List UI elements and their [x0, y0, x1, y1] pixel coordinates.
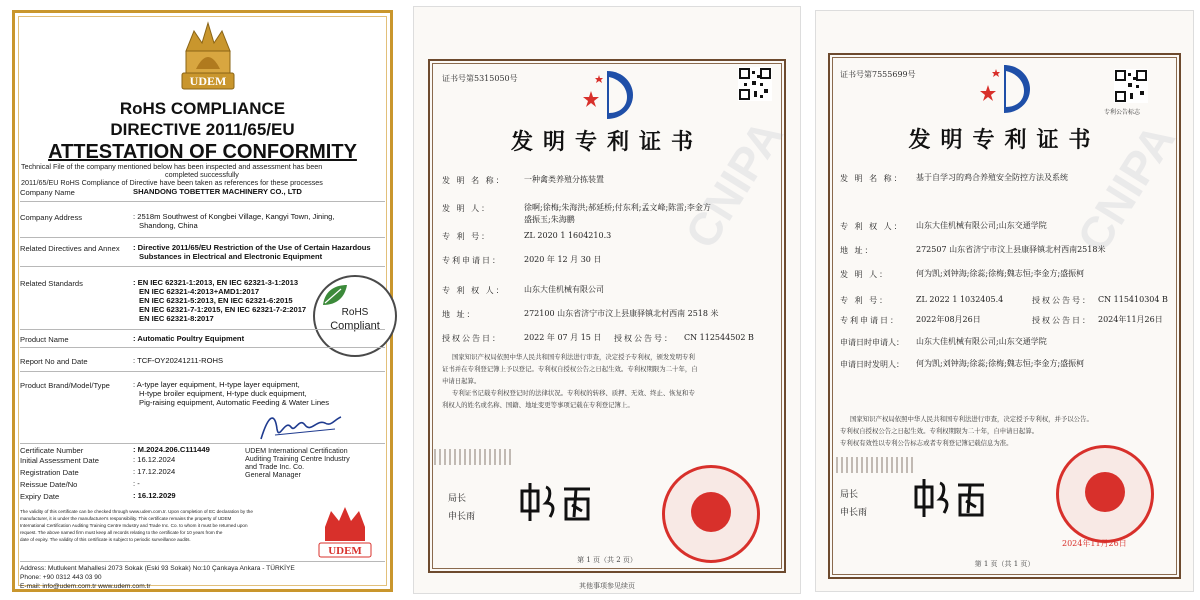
reissue-value: : -: [133, 479, 140, 488]
inventor-at-filing-value: 何为凯;刘钟海;徐蕊;徐梅;魏志恒;李金方;盛振柯: [916, 359, 1085, 368]
intro-line: 2011/65/EU RoHS Compliance of Directive have been taken as references for these processes: [21, 178, 323, 187]
patentee-value: 山东大佳机械有限公司: [524, 285, 604, 294]
patent-notice-mark-label: 专利公告标志: [1104, 109, 1141, 116]
address-label: 地 址：: [840, 246, 875, 255]
certificate-number: 证书号第5315050号: [442, 74, 518, 83]
application-date-value: 2022年08月26日: [916, 315, 981, 324]
divider: [20, 561, 385, 562]
fine-print: date of expiry. The validity of this certificate is subject to periodic surveillance audits.: [20, 537, 191, 542]
divider: [20, 443, 385, 444]
registration-date-label: Registration Date: [20, 468, 79, 477]
grant-number-value: CN 112544502 B: [684, 333, 754, 342]
udem-crown-logo-icon: [180, 17, 236, 93]
inventor-value: 何为凯;刘钟海;徐蕊;徐梅;魏志恒;李金方;盛振柯: [916, 269, 1085, 278]
badge-rohs-text: RoHS: [341, 307, 369, 318]
inventor-at-filing-label: 申请日时发明人：: [840, 360, 904, 369]
director-signature-icon: [516, 477, 596, 525]
page-number: 第 1 页（共 1 页）: [974, 560, 1035, 568]
inventor-value: 盛振玉;朱海鹏: [524, 215, 575, 224]
footer-address: Address: Mutlukent Mahallesi 2073 Sokak (Eski 93 Sokak) No:10 Çankaya Ankara - TÜRKİYE: [20, 565, 295, 572]
divider: [20, 201, 385, 202]
inventor-label: 发 明 人：: [840, 270, 890, 279]
cnipa-emblem-icon: [976, 61, 1034, 115]
rohs-certificate: [12, 10, 393, 592]
certificate-body-text: 专利权自授权公告之日起生效。专利权期限为二十年，自申请日起算。: [840, 427, 1039, 435]
directive-title: DIRECTIVE 2011/65/EU: [110, 120, 295, 139]
applicant-at-filing-value: 山东大佳机械有限公司;山东交通学院: [916, 337, 1047, 346]
director-name: 申长雨: [448, 512, 476, 522]
divider: [20, 329, 385, 330]
certificate-body-text: 专利权有效性以专利公告标志或者专利登记簿记载信息为准。: [840, 439, 1013, 447]
invention-name-value: 一种禽类养殖分拣装置: [524, 175, 604, 184]
patent-number-label: 专 利 号：: [442, 232, 492, 241]
grant-number-label: 授权公告号：: [614, 334, 674, 343]
directives-value: : Directive 2011/65/EU Restriction of the Use of Certain Hazardous: [133, 243, 371, 252]
divider: [20, 371, 385, 372]
company-address-value: : 2518m Southwest of Kongbei Village, Kangyi Town, Jining,: [133, 212, 335, 221]
application-date-label: 专利申请日：: [442, 256, 502, 265]
footer-phone: Phone: +90 0312 443 03 90: [20, 574, 102, 581]
registration-date-value: : 17.12.2024: [133, 467, 176, 476]
company-address-value: Shandong, China: [139, 221, 198, 230]
divider: [20, 347, 385, 348]
application-date-value: 2020 年 12 月 30 日: [524, 255, 602, 264]
footer-email: E-mail: info@udem.com.tr www.udem.com.tr: [20, 583, 151, 590]
divider: [20, 266, 385, 267]
qr-code-icon: [738, 67, 772, 101]
initial-assessment-value: : 16.12.2024: [133, 455, 176, 464]
directives-label: Related Directives and Annex: [20, 244, 120, 253]
director-signature-icon: [910, 473, 990, 521]
brand-value: H-type broiler equipment, H-type duck equipment,: [139, 389, 307, 398]
patent-title: 发明专利证书: [510, 129, 703, 155]
director-name: 申长雨: [840, 508, 868, 518]
standards-value: EN IEC 62321-4:2013+AMD1:2017: [139, 287, 260, 296]
cnipa-red-seal: [1056, 445, 1154, 543]
certificate-body-text: 国家知识产权局依照中华人民共和国专利法进行审查，决定授予专利权，并予以公告。: [850, 415, 1093, 423]
fine-print: International Certification Auditing Training Centre Industry and Trade Inc. Co. to whom it must be returned upon: [20, 523, 248, 528]
certificate-body-text: 利权人的姓名或名称、国籍、地址变更等事项记载在专利登记簿上。: [442, 401, 634, 409]
grant-date-label: 授权公告日：: [1032, 316, 1092, 325]
patent-certificate-2: [815, 10, 1194, 592]
national-emblem-icon: [691, 492, 731, 532]
certificate-number: 证书号第7555699号: [840, 70, 916, 79]
report-label: Report No and Date: [20, 357, 88, 366]
cnipa-emblem-icon: [579, 67, 637, 121]
directives-value: Substances in Electrical and Electronic Equipment: [139, 252, 323, 261]
standards-value: EN IEC 62321-5:2013, EN IEC 62321-6:2015: [139, 296, 293, 305]
issuer-line: Auditing Training Centre Industry: [245, 454, 350, 463]
company-address-label: Company Address: [20, 213, 83, 222]
decorative-hatch: [434, 449, 512, 465]
grant-date-label: 授权公告日：: [442, 334, 502, 343]
reissue-label: Reissue Date/No: [20, 480, 78, 489]
rohs-title: RoHS COMPLIANCE: [119, 99, 286, 118]
certificate-number-label: Certificate Number: [20, 446, 84, 455]
udem-crown-logo-bottom-icon: [315, 505, 375, 559]
certificate-body-text: 专利证书记载专利权登记时的法律状况。专利权的转移、质押、无效、终止、恢复和专: [452, 389, 695, 397]
cnipa-watermark: CNIPA: [674, 110, 793, 258]
intro-line: Technical File of the company mentioned below has been inspected and assessment has been: [21, 162, 323, 171]
issuer-line: and Trade Inc. Co.: [245, 462, 305, 471]
report-value: : TCF-OY20241211-ROHS: [133, 356, 224, 365]
certificate-body-text: 证书并在专利登记簿上予以登记。专利权自授权公告之日起生效。专利权期限为二十年，自: [442, 365, 698, 373]
brand-label: Product Brand/Model/Type: [20, 381, 110, 390]
brand-value: : A-type layer equipment, H-type layer equipment,: [133, 380, 300, 389]
certificate-body-text: 申请日起算。: [442, 377, 481, 385]
divider: [20, 237, 385, 238]
fine-print: manufacturer, it is under the manufacturer's responsibility. This certificate remains the property of UDEM: [20, 516, 232, 521]
issuer-line: UDEM International Certification: [245, 446, 348, 455]
brand-value: Pig-raising equipment, Automatic Feeding & Water Lines: [139, 398, 330, 407]
issuer-line: General Manager: [245, 470, 301, 479]
company-name-label: Company Name: [20, 188, 75, 197]
patent-title: 发明专利证书: [908, 127, 1101, 153]
page-number: 第 1 页（共 2 页）: [577, 556, 637, 564]
svg-text:UDEM: UDEM: [189, 74, 227, 88]
address-value: 272100 山东省济宁市汶上县康驿镇北村西南 2518 米: [524, 309, 719, 318]
patent-number-label: 专 利 号：: [840, 296, 890, 305]
national-emblem-icon: [1085, 472, 1125, 512]
leaf-icon: [321, 283, 349, 307]
expiry-date-value: : 16.12.2029: [133, 491, 176, 500]
cnipa-red-seal: [662, 465, 760, 563]
patentee-label: 专 利 权 人：: [840, 222, 904, 231]
decorative-hatch: [836, 457, 914, 473]
fine-print: request. The above named firm must keep all records relating to the certificate for 10 years from the: [20, 530, 223, 535]
cnipa-watermark: CNIPA: [1066, 114, 1185, 262]
patent-certificate-1: [413, 6, 801, 594]
continuation-note: 其他事项参见续页: [579, 582, 635, 590]
inventor-value: 徐啊;徐梅;朱海洪;郝延桥;付东利;孟文峰;陈雷;李金方: [524, 203, 711, 212]
grant-date-value: 2022 年 07 月 15 日: [524, 333, 602, 342]
inventor-label: 发 明 人：: [442, 204, 492, 213]
invention-name-label: 发 明 名 称：: [442, 176, 506, 185]
invention-name-value: 基于自学习的鸡合养殖安全防控方法及系统: [916, 173, 1068, 182]
patent-number-value: ZL 2020 1 1604210.3: [524, 231, 612, 240]
grant-number-label: 授权公告号：: [1032, 296, 1092, 305]
certificate-number-value: : M.2024.206.C111449: [133, 445, 210, 454]
qr-code-icon: [1114, 69, 1148, 103]
fine-print: The validity of this certificate can be checked through www.udem.com.tr. Upon completion of EC declaration by the: [20, 509, 253, 514]
svg-text:UDEM: UDEM: [328, 545, 362, 557]
product-name-value: : Automatic Poultry Equipment: [133, 334, 245, 343]
company-name-value: SHANDONG TOBETTER MACHINERY CO., LTD: [133, 187, 302, 196]
seal-date: 2024年11月26日: [1062, 539, 1127, 548]
applicant-at-filing-label: 申请日时申请人：: [840, 338, 904, 347]
standards-value: EN IEC 62321-8:2017: [139, 314, 214, 323]
director-title: 局长: [448, 494, 467, 504]
rohs-compliant-badge: [313, 275, 397, 357]
initial-assessment-label: Initial Assessment Date: [20, 456, 99, 465]
application-date-label: 专利申请日：: [840, 316, 900, 325]
address-label: 地 址：: [442, 310, 477, 319]
manager-signature-icon: [255, 409, 345, 445]
certificate-body-text: 国家知识产权局依照中华人民共和国专利法进行审查，决定授予专利权，颁发发明专利: [452, 353, 695, 361]
patentee-value: 山东大佳机械有限公司;山东交通学院: [916, 221, 1047, 230]
grant-date-value: 2024年11月26日: [1098, 315, 1163, 324]
attestation-title: ATTESTATION OF CONFORMITY: [48, 141, 357, 163]
grant-number-value: CN 115410304 B: [1098, 295, 1168, 304]
product-name-label: Product Name: [20, 335, 69, 344]
patentee-label: 专 利 权 人：: [442, 286, 506, 295]
standards-value: : EN IEC 62321-1:2013, EN IEC 62321-3-1:2013: [133, 278, 299, 287]
invention-name-label: 发 明 名 称：: [840, 174, 904, 183]
standards-value: EN IEC 62321-7-1:2015, EN IEC 62321-7-2:2017: [139, 305, 307, 314]
director-title: 局长: [840, 490, 859, 500]
address-value: 272507 山东省济宁市汶上县康驿镇北村西南2518米: [916, 245, 1106, 254]
standards-label: Related Standards: [20, 279, 83, 288]
intro-line: completed successfully: [165, 170, 239, 179]
badge-compliant-text: Compliant: [330, 320, 380, 332]
expiry-date-label: Expiry Date: [20, 492, 60, 501]
patent-number-value: ZL 2022 1 1032405.4: [916, 295, 1004, 304]
